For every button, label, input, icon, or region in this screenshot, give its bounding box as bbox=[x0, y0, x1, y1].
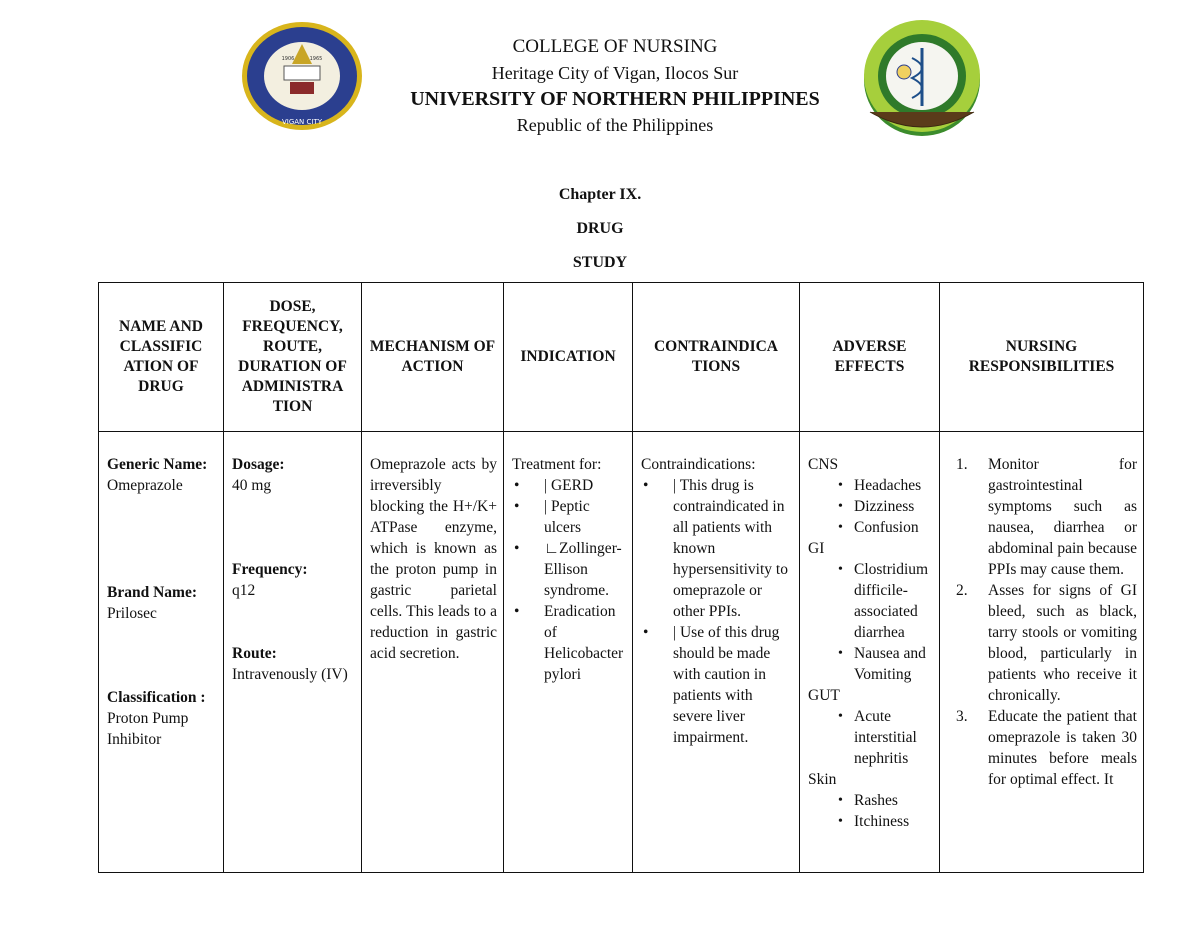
list-item bbox=[956, 706, 1137, 790]
brand-name-label: Brand Name: bbox=[107, 584, 197, 601]
table-row bbox=[99, 432, 1144, 873]
indication-intro: Treatment for: bbox=[512, 456, 602, 473]
brand-name-value: Prilosec bbox=[107, 605, 157, 622]
left-seal-year-1: 1906 bbox=[281, 56, 295, 62]
list-item: • Dizziness bbox=[838, 496, 933, 517]
list-number: 2. bbox=[956, 582, 968, 599]
list-item: • Rashes bbox=[838, 790, 933, 811]
cell-dose bbox=[224, 432, 362, 873]
classification-value: Proton Pump Inhibitor bbox=[107, 710, 189, 748]
university-seal-logo bbox=[240, 20, 364, 132]
cell-indication bbox=[504, 432, 633, 873]
contraindications-intro: Contraindications: bbox=[641, 456, 756, 473]
adverse-system-gut: GUT bbox=[808, 687, 840, 704]
list-item: • Nausea and Vomiting bbox=[838, 643, 933, 685]
republic-name: Republic of the Philippines bbox=[516, 115, 714, 135]
drug-study-table bbox=[98, 282, 1144, 873]
cell-mechanism: Omeprazole acts by irreversibly blocking the H+/K+ ATPase enzyme, which is known as the proton pump in gastric parietal cells. This leads to a reduction in gastric acid secretion. bbox=[362, 432, 504, 873]
dosage-value: 40 mg bbox=[232, 477, 272, 494]
generic-name-label: Generic Name: bbox=[107, 456, 208, 473]
frequency-value: q12 bbox=[232, 582, 256, 599]
list-text: Educate the patient that omeprazole is taken 30 minutes before meals for optimal effect. It bbox=[988, 708, 1137, 788]
route-label: Route: bbox=[232, 645, 277, 662]
list-item: • | Use of this drug should be made with caution in patients with severe liver impairment. bbox=[673, 622, 793, 748]
list-item: • | GERD bbox=[544, 475, 626, 496]
list-text: Asses for signs of GI bleed, such as black, tarry stools or vomiting blood, particularly in patients who receive it chronically. bbox=[988, 582, 1137, 704]
table-header-row bbox=[99, 283, 1144, 432]
university-name: UNIVERSITY OF NORTHERN PHILIPPINES bbox=[410, 88, 820, 110]
chapter-title: Chapter IX. bbox=[558, 186, 642, 203]
list-item: • ∟Zollinger-Ellison syndrome. bbox=[544, 538, 626, 601]
header-adverse-effects: ADVERSE EFFECTS bbox=[800, 283, 940, 432]
list-item: • Itchiness bbox=[838, 811, 933, 832]
adverse-system-skin: Skin bbox=[808, 771, 837, 788]
header-dose: DOSE, FREQUENCY, ROUTE, DURATION OF ADMINISTRA TION bbox=[224, 283, 362, 432]
left-seal-bottom-text: VIGAN CITY bbox=[281, 118, 323, 126]
frequency-label: Frequency: bbox=[232, 561, 308, 578]
left-seal-year-2: 1965 bbox=[309, 56, 323, 62]
list-text: Monitor for gastrointestinal symptoms such as nausea, diarrhea or abdominal pain because PPIs may cause them. bbox=[988, 456, 1137, 578]
study-title: STUDY bbox=[572, 254, 628, 271]
cell-name-classification bbox=[99, 432, 224, 873]
college-name: COLLEGE OF NURSING bbox=[512, 36, 718, 57]
list-item: • Confusion bbox=[838, 517, 933, 538]
document-header bbox=[380, 34, 850, 138]
cell-contraindications bbox=[633, 432, 800, 873]
chapter-title-block bbox=[0, 178, 1200, 280]
list-item bbox=[956, 580, 1137, 706]
list-number: 1. bbox=[956, 456, 968, 473]
header-contraindications: CONTRAINDICA TIONS bbox=[633, 283, 800, 432]
city-name: Heritage City of Vigan, Ilocos Sur bbox=[491, 63, 739, 83]
list-item: • | This drug is contraindicated in all patients with known hypersensitivity to omeprazole or other PPIs. bbox=[673, 475, 793, 622]
classification-label: Classification : bbox=[107, 689, 206, 706]
dosage-label: Dosage: bbox=[232, 456, 285, 473]
list-number: 3. bbox=[956, 708, 968, 725]
college-of-nursing-seal-logo bbox=[860, 12, 984, 140]
list-item: • | Peptic ulcers bbox=[544, 496, 626, 538]
cell-adverse-effects bbox=[800, 432, 940, 873]
route-value: Intravenously (IV) bbox=[232, 666, 348, 683]
list-item bbox=[956, 454, 1137, 580]
adverse-system-gi: GI bbox=[808, 540, 825, 557]
list-item: • Acute interstitial nephritis bbox=[838, 706, 933, 769]
adverse-system-cns: CNS bbox=[808, 456, 839, 473]
header-indication: INDICATION bbox=[504, 283, 633, 432]
header-nursing-responsibilities: NURSING RESPONSIBILITIES bbox=[940, 283, 1144, 432]
header-mechanism: MECHANISM OF ACTION bbox=[362, 283, 504, 432]
cell-nursing-responsibilities bbox=[940, 432, 1144, 873]
generic-name-value: Omeprazole bbox=[107, 477, 183, 494]
list-item: • Headaches bbox=[838, 475, 933, 496]
list-item: • Clostridium difficile-associated diarrhea bbox=[838, 559, 933, 643]
header-name-classification: NAME AND CLASSIFIC ATION OF DRUG bbox=[99, 283, 224, 432]
drug-title: DRUG bbox=[576, 220, 624, 237]
list-item: • Eradication of Helicobacter pylori bbox=[544, 601, 626, 685]
